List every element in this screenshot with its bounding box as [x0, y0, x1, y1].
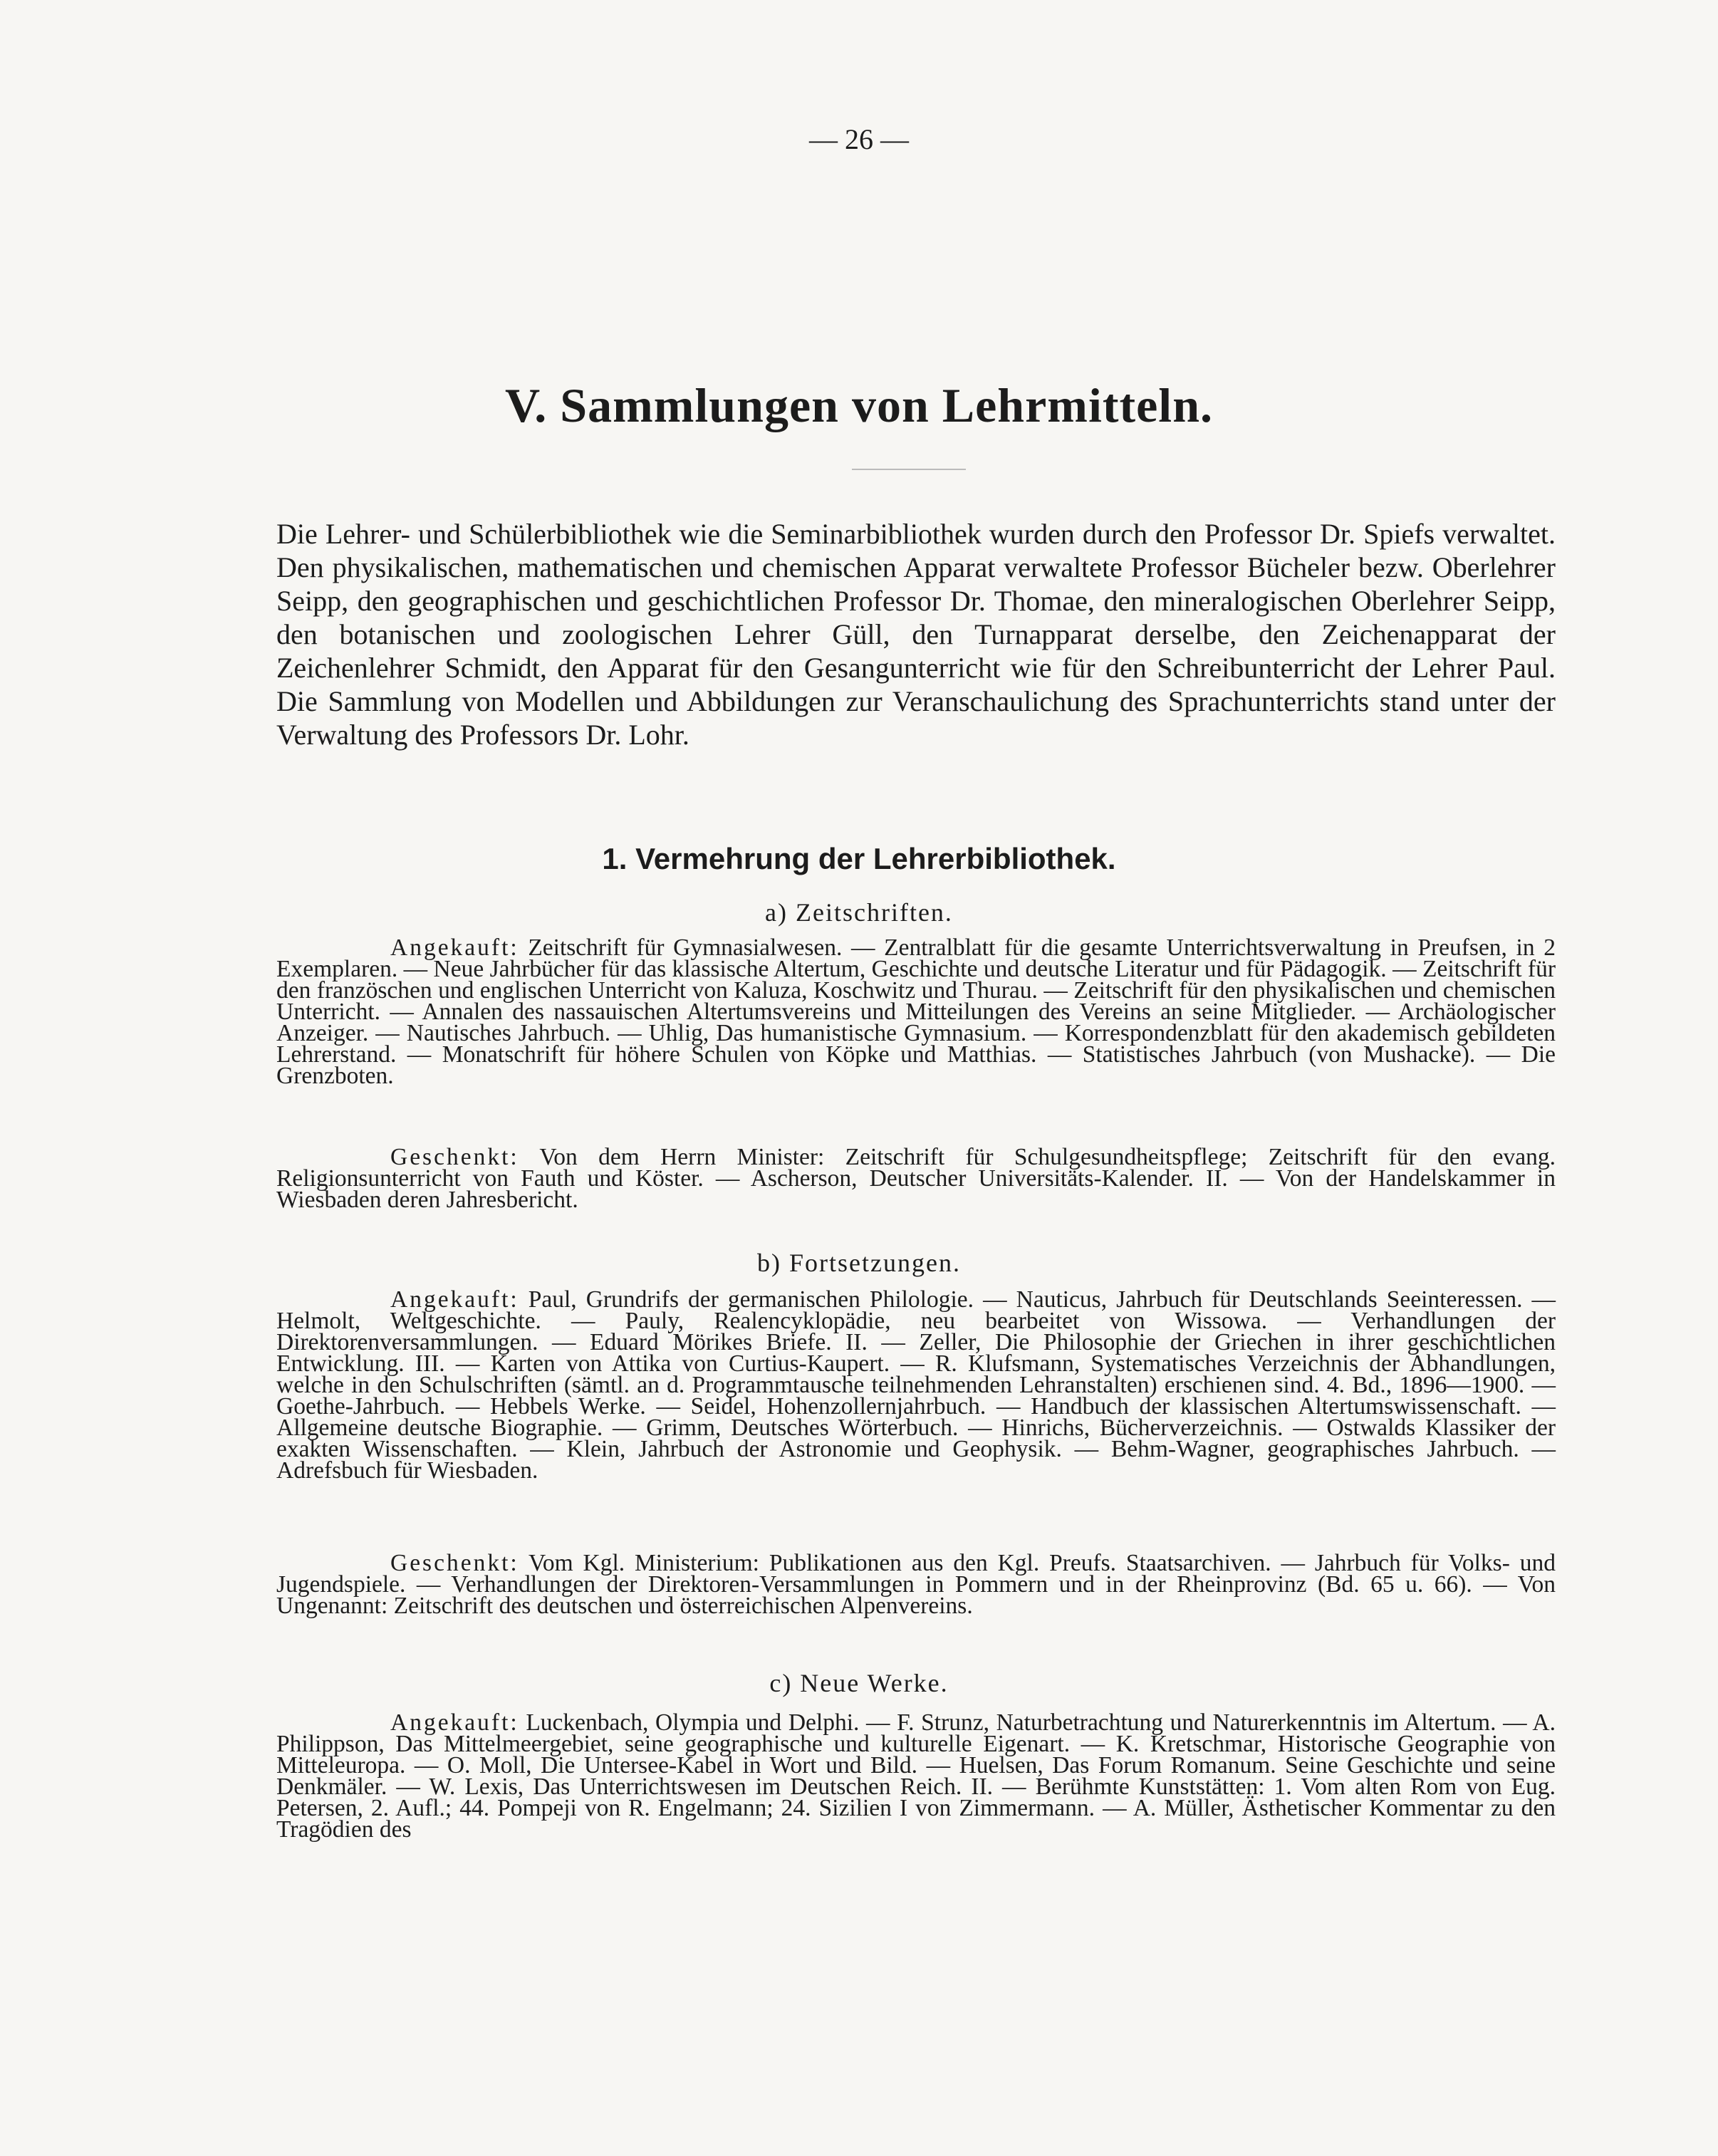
paragraph-lead: Geschenkt: [390, 1144, 519, 1170]
paragraph-lead: Geschenkt: [390, 1550, 519, 1576]
paragraph-text: Luckenbach, Olympia und Delphi. — F. Strunz, Naturbetrachtung und Naturerkenntnis im Altertum. — A. Philippson, Das Mittelmeergebiet, seine geographische und kulturelle Eigenart. — K. Kretschmar, Historische Geographie von Mitteleuropa. — O. Moll, Die Untersee-Kabel in Wort und Bild. — Huelsen, Das Forum Romanum. Seine Geschichte und seine Denkmäler. — W. Lexis, Das Unterrichtswesen im Deutschen Reich. II. — Berühmte Kunststätten: 1. Vom alten Rom von Eug. Petersen, 2. Aufl.; 44. Pompeji von R. Engelmann; 24. Sizilien I von Zimmermann. — A. Müller, Ästhetischer Kommentar zu den Tragödien des [276, 1709, 1556, 1843]
paragraph [276, 1286, 1556, 1484]
page-number: — 26 — [809, 123, 909, 155]
paragraph [276, 934, 1556, 1089]
subsection-title: 1. Vermehrung der Lehrerbibliothek. [602, 842, 1116, 875]
paragraph [276, 1709, 1556, 1843]
paragraph [276, 1550, 1556, 1619]
part-heading: b) Fortsetzungen. [757, 1249, 961, 1277]
title-divider [852, 469, 966, 470]
paragraph [276, 1144, 1556, 1213]
paragraph-text: Zeitschrift für Gymnasialwesen. — Zentralblatt für die gesamte Unterrichtsverwaltung in Preufsen, in 2 Exemplaren. — Neue Jahrbücher für das klassische Altertum, Geschichte und deutsche Literatur und für Pädagogik. — Zeitschrift für den französchen und englischen Unterricht von Kaluza, Koschwitz und Thurau. — Zeitschrift für den physikalischen und chemischen Unterricht. — Annalen des nassauischen Altertumsvereins und Mitteilungen des Vereins an seine Mitglieder. — Archäologischer Anzeiger. — Nautisches Jahrbuch. — Uhlig, Das humanistische Gymnasium. — Korrespondenzblatt für den akademisch gebildeten Lehrerstand. — Monatschrift für höhere Schulen von Köpke und Matthias. — Statistisches Jahrbuch (von Mushacke). — Die Grenzboten. [276, 934, 1556, 1089]
paragraph-text: Von dem Herrn Minister: Zeitschrift für Schulgesundheitspflege; Zeitschrift für den evang. Religionsunterricht von Fauth und Köster. — Ascherson, Deutscher Universitäts-Kalender. II. — Von der Handelskammer in Wiesbaden deren Jahresbericht. [276, 1144, 1556, 1213]
part-heading: c) Neue Werke. [769, 1669, 949, 1697]
paragraph-lead: Angekauft: [390, 1286, 519, 1313]
paragraph-text: Paul, Grundrifs der germanischen Philologie. — Nauticus, Jahrbuch für Deutschlands Seeinteressen. — Helmolt, Weltgeschichte. — Pauly, Realencyklopädie, neu bearbeitet von Wissowa. — Verhandlungen der Direktorenversammlungen. — Eduard Mörikes Briefe. II. — Zeller, Die Philosophie der Griechen in ihrer geschichtlichen Entwicklung. III. — Karten von Attika von Curtius-Kaupert. — R. Klufsmann, Systematisches Verzeichnis der Abhandlungen, welche in den Schulschriften (sämtl. an d. Programmtausche teilnehmenden Lehranstalten) erschienen sind. 4. Bd., 1896—1900. — Goethe-Jahrbuch. — Hebbels Werke. — Seidel, Hohenzollernjahrbuch. — Handbuch der klassischen Altertumswissenschaft. — Allgemeine deutsche Biographie. — Grimm, Deutsches Wörterbuch. — Hinrichs, Bücherverzeichnis. — Ostwalds Klassiker der exakten Wissenschaften. — Klein, Jahrbuch der Astronomie und Geophysik. — Behm-Wagner, geographisches Jahrbuch. — Adrefsbuch für Wiesbaden. [276, 1286, 1556, 1484]
intro-paragraph: Die Lehrer- und Schülerbibliothek wie die Seminarbibliothek wurden durch den Professor Dr. Spiefs verwaltet. Den physikalischen, mathematischen und chemischen Apparat verwaltete Professor Bücheler bezw. Oberlehrer Seipp, den geographischen und geschichtlichen Professor Dr. Thomae, den mineralogischen Oberlehrer Seipp, den botanischen und zoologischen Lehrer Güll, den Turnapparat derselbe, den Zeichenapparat der Zeichenlehrer Schmidt, den Apparat für den Gesangunterricht wie für den Schreibunterricht der Lehrer Paul. Die Sammlung von Modellen und Abbildungen zur Veranschaulichung des Sprachunterrichts stand unter der Verwaltung des Professors Dr. Lohr. [276, 518, 1556, 751]
paragraph-text: Vom Kgl. Ministerium: Publikationen aus den Kgl. Preufs. Staatsarchiven. — Jahrbuch für Volks- und Jugendspiele. — Verhandlungen der Direktoren-Versammlungen in Pommern und in der Rheinprovinz (Bd. 65 u. 66). — Von Ungenannt: Zeitschrift des deutschen und österreichischen Alpenvereins. [276, 1550, 1556, 1619]
paragraph-lead: Angekauft: [390, 1709, 519, 1736]
paragraph-lead: Angekauft: [390, 934, 519, 961]
section-title: V. Sammlungen von Lehrmitteln. [504, 378, 1214, 432]
part-heading: a) Zeitschriften. [765, 898, 953, 927]
